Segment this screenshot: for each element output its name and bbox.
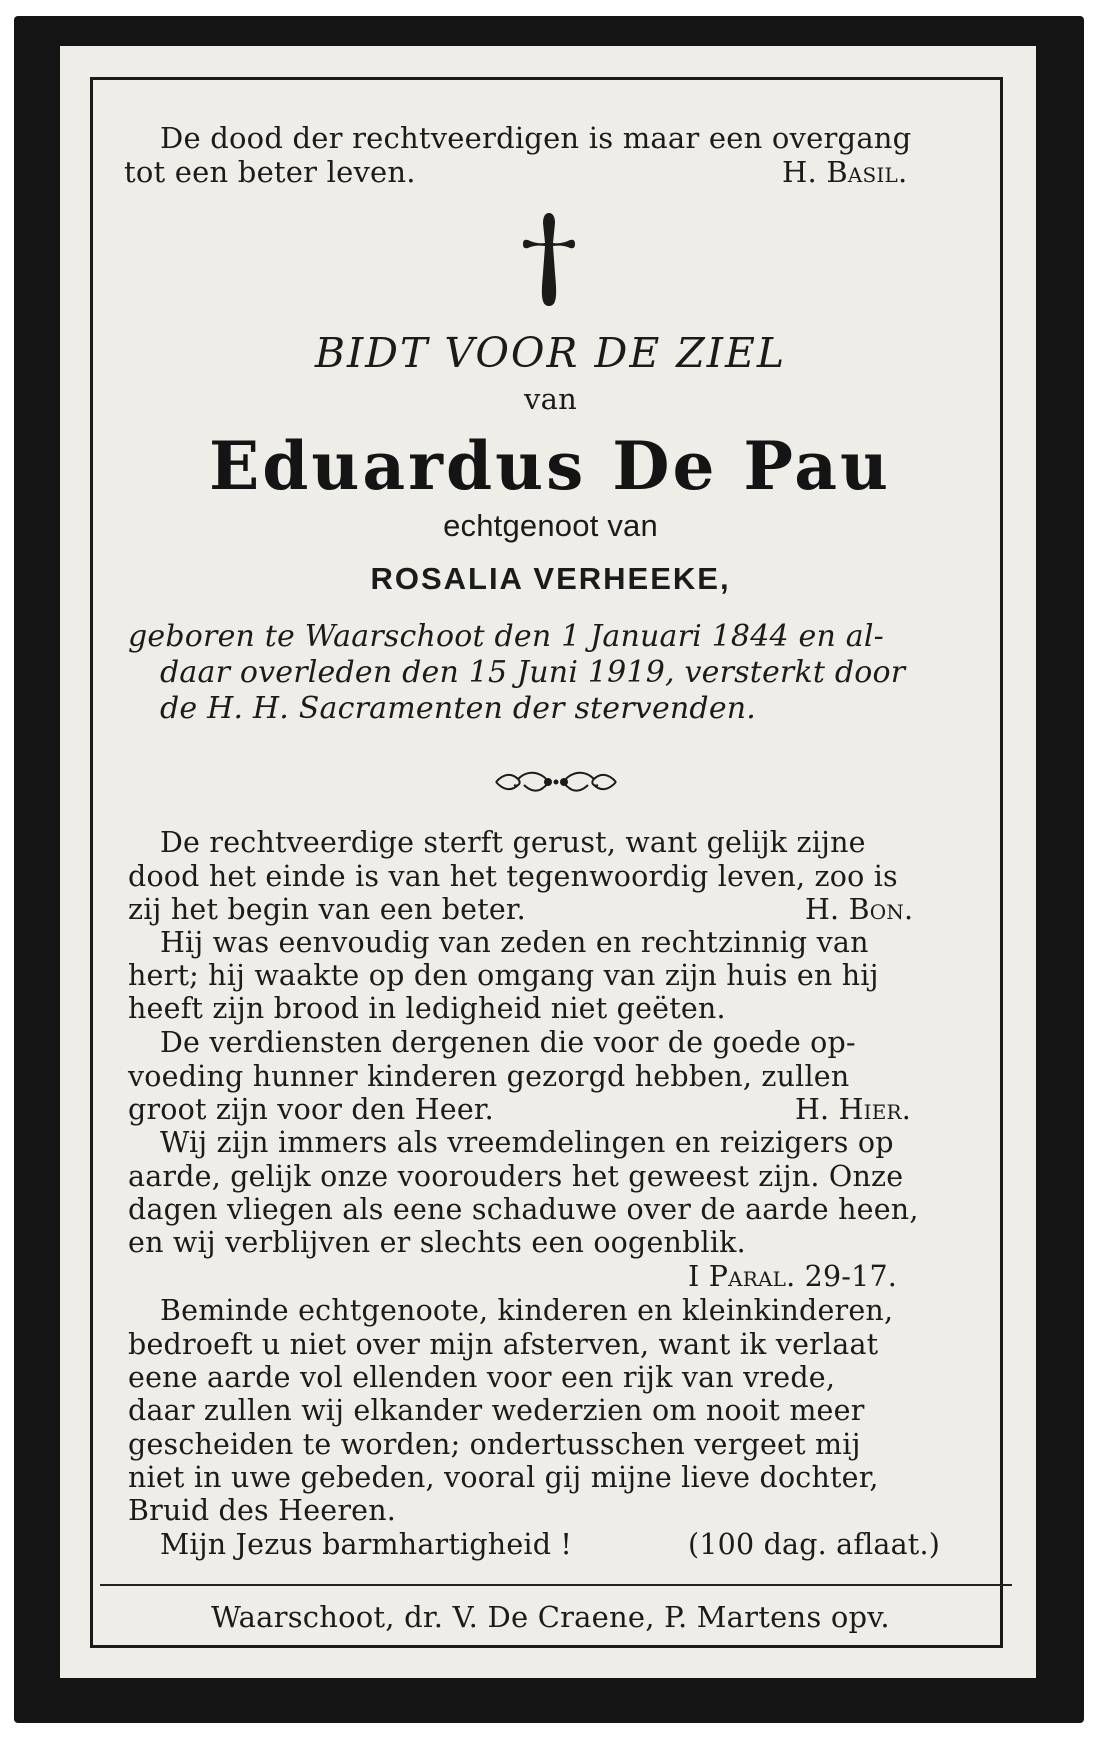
deceased-name: Eduardus De Pau (208, 427, 892, 505)
body-line: aarde, gelijk onze voorouders het geweest zijn. Onze (128, 1160, 904, 1193)
body-line: bedroeft u niet over mijn afsterven, want ik verlaat (128, 1328, 879, 1361)
body-line: heeft zijn brood in ledigheid niet geëten. (128, 992, 726, 1025)
body-line: Beminde echtgenoote, kinderen en kleinkinderen, (160, 1294, 894, 1327)
body-line: Wij zijn immers als vreemdelingen en reizigers op (160, 1126, 894, 1159)
divider-rule (100, 1584, 1012, 1586)
spouse-intro: echtgenoot van (443, 508, 658, 543)
bio-line: de H. H. Sacramenten der stervenden. (160, 691, 757, 726)
bio-line: daar overleden den 15 Juni 1919, versterkt door (160, 655, 906, 690)
body-line: Mijn Jezus barmhartigheid ! (160, 1528, 573, 1561)
body-line: De verdiensten dergenen die voor de goede op- (160, 1026, 856, 1059)
body-line: daar zullen wij elkander wederzien om nooit meer (128, 1394, 865, 1427)
body-line: dagen vliegen als eene schaduwe over de aarde heen, (128, 1193, 919, 1226)
spouse-name: ROSALIA VERHEEKE, (370, 561, 731, 596)
body-source: H. Hier. (795, 1093, 912, 1126)
indulgence-note: (100 dag. aflaat.) (688, 1528, 941, 1561)
bio-line: geboren te Waarschoot den 1 Januari 1844 en al- (128, 619, 884, 654)
body-line: dood het einde is van het tegenwoordig leven, zoo is (128, 860, 898, 893)
body-line: Hij was eenvoudig van zeden en rechtzinnig van (160, 926, 869, 959)
body-line: Bruid des Heeren. (128, 1494, 397, 1527)
prayer-heading: BIDT VOOR DE ZIEL (314, 329, 787, 377)
body-line: eene aarde vol ellenden voor een rijk van vrede, (128, 1361, 836, 1394)
scroll-ornament-icon (494, 765, 618, 799)
body-line: groot zijn voor den Heer. (128, 1093, 494, 1126)
body-line: gescheiden te worden; ondertusschen vergeet mij (128, 1428, 861, 1461)
body-line: voeding hunner kinderen gezorgd hebben, zullen (128, 1060, 850, 1093)
motto-source: H. Basil. (782, 155, 908, 189)
body-line: en wij verblijven er slechts een oogenblik. (128, 1226, 746, 1259)
body-line: hert; hij waakte op den omgang van zijn huis en hij (128, 959, 879, 992)
body-line: De rechtveerdige sterft gerust, want gelijk zijne (160, 826, 866, 859)
latin-cross-icon (522, 211, 576, 307)
motto-line-2: tot een beter leven. (124, 155, 416, 189)
van-label: van (524, 382, 577, 416)
motto-line-1: De dood der rechtveerdigen is maar een overgang (160, 121, 912, 155)
body-source: H. Bon. (805, 893, 914, 926)
body-line: zij het begin van een beter. (128, 893, 526, 926)
body-source: I Paral. 29-17. (688, 1260, 898, 1293)
body-line: niet in uwe gebeden, vooral gij mijne lieve dochter, (128, 1461, 879, 1494)
printer-imprint: Waarschoot, dr. V. De Craene, P. Martens opv. (211, 1600, 890, 1634)
